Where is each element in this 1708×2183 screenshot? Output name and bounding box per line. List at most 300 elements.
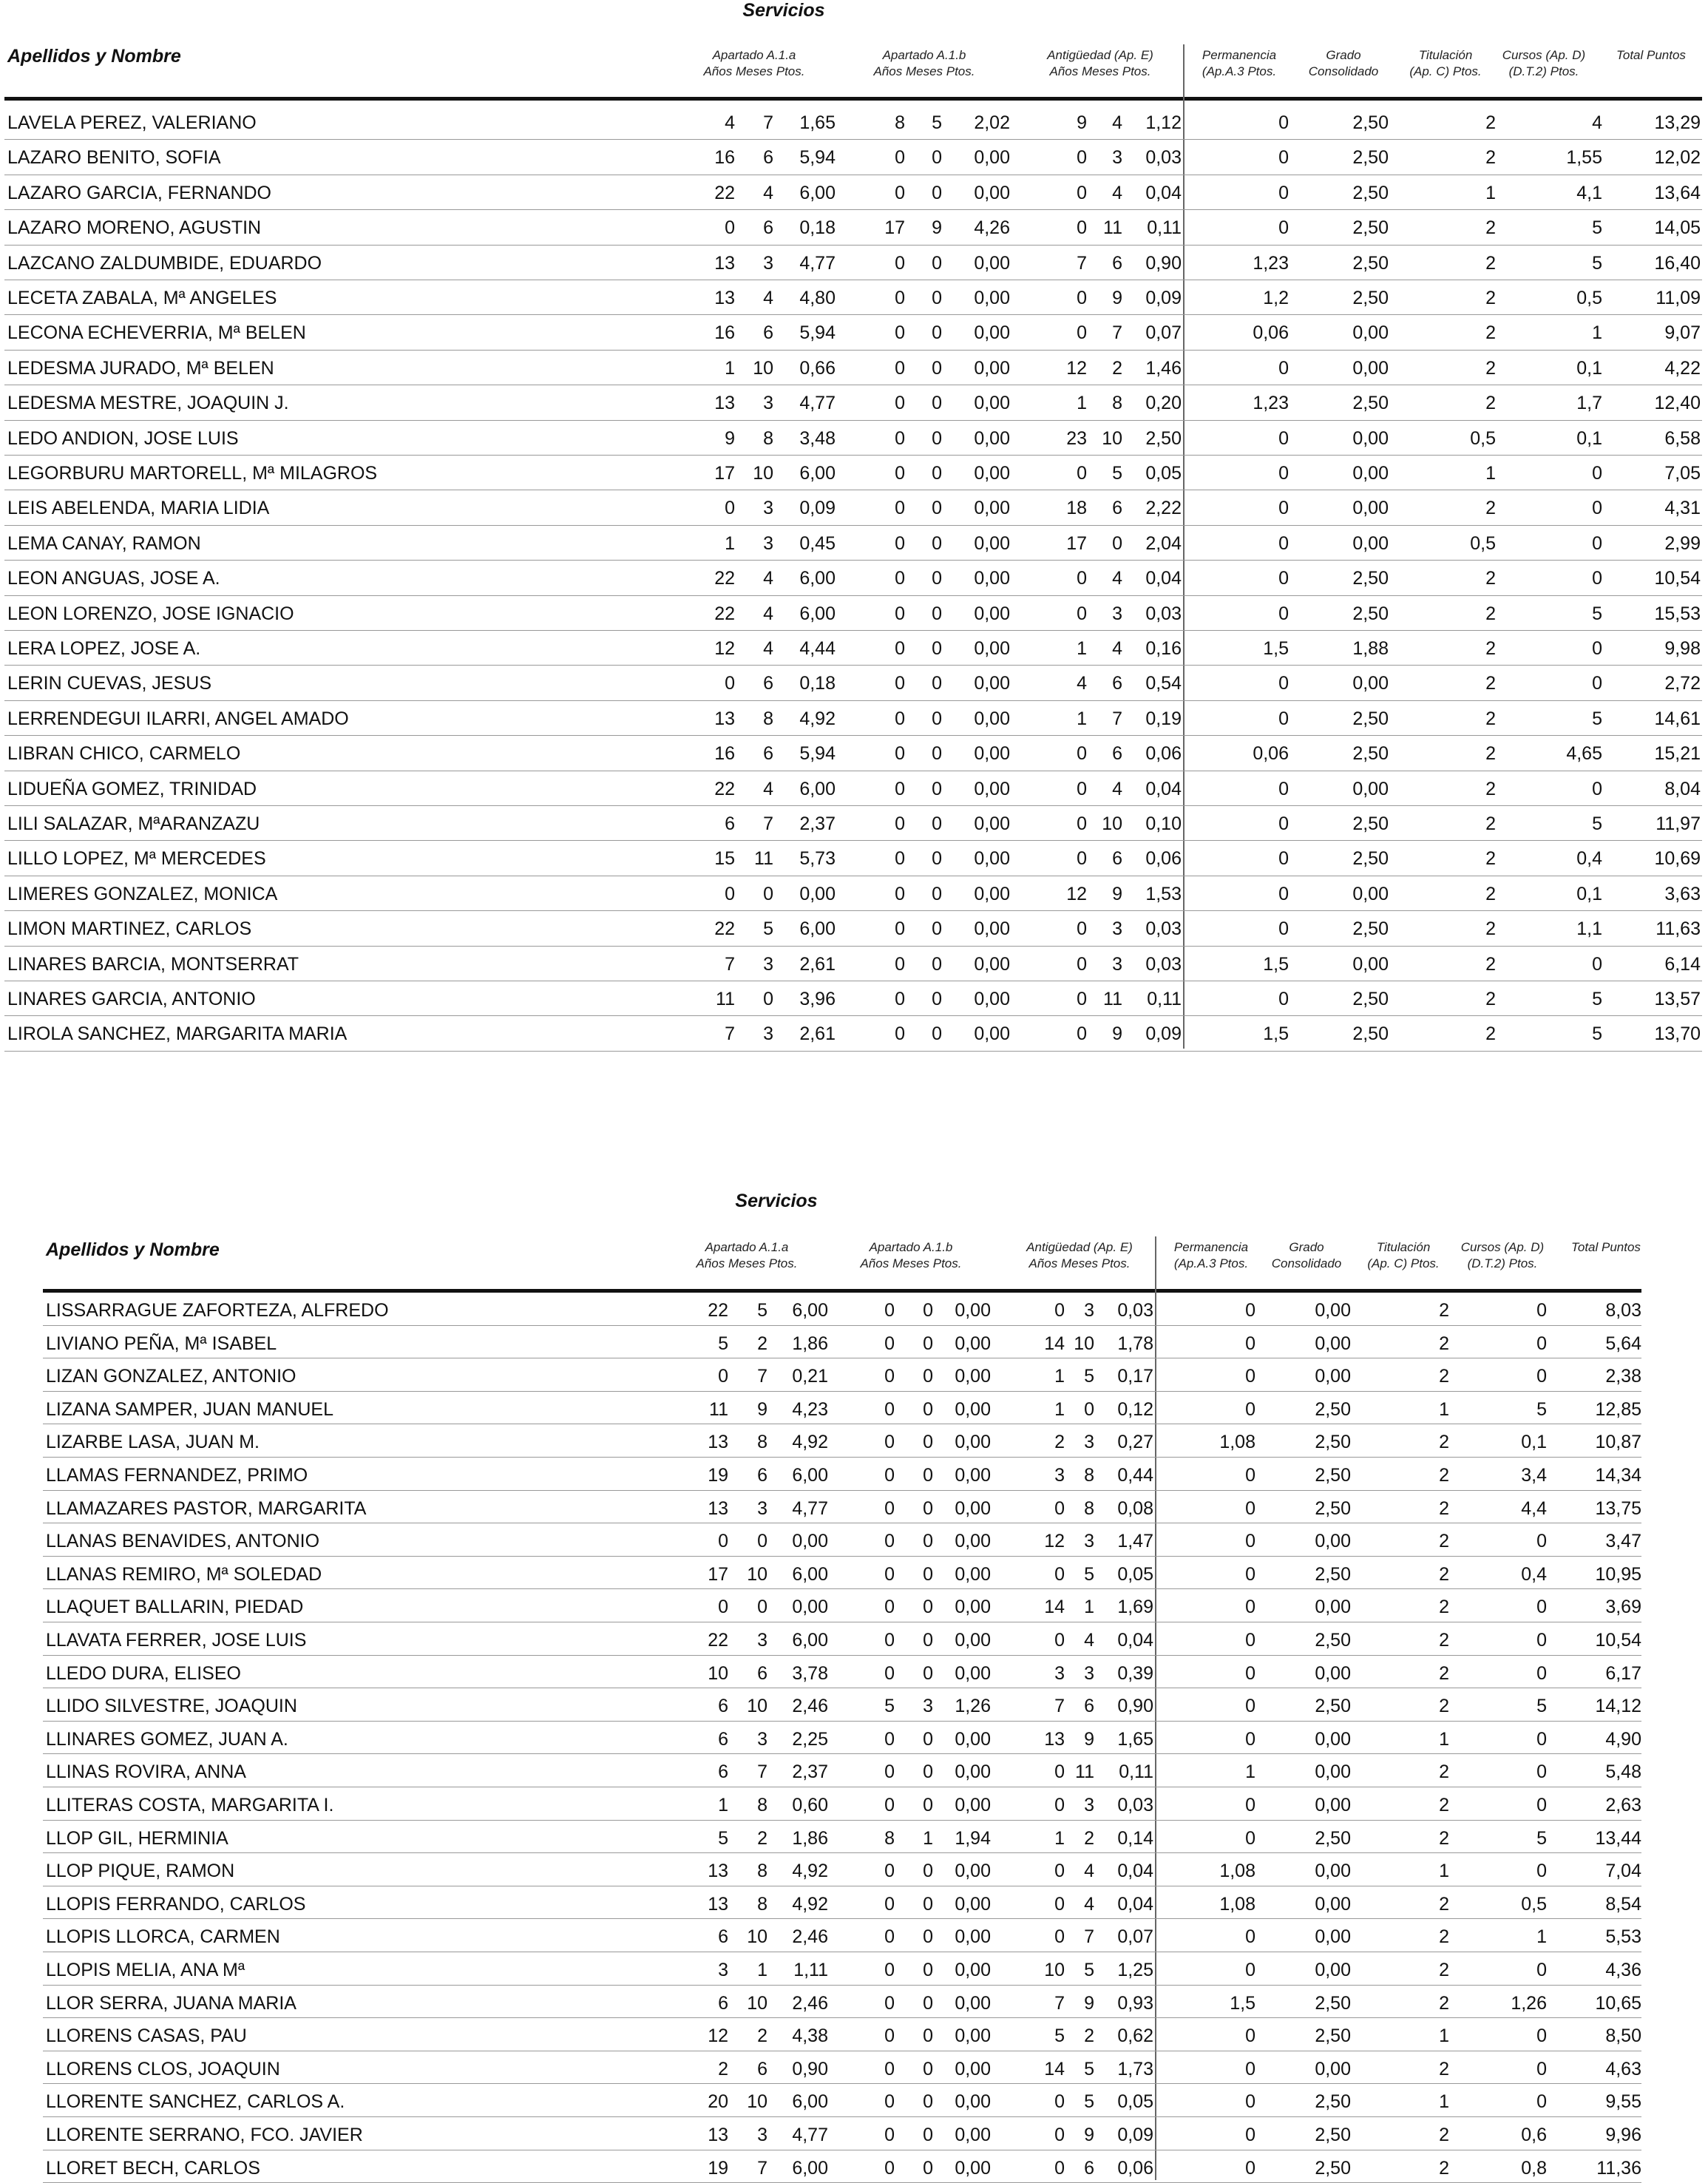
cell-cursos: 5 [1536, 1398, 1547, 1420]
cell-a1a-anos: 0 [725, 883, 735, 904]
cell-a1b-ptos: 0,00 [955, 2157, 991, 2179]
cell-antig-ptos: 1,46 [1145, 357, 1182, 379]
cell-total: 12,40 [1654, 393, 1701, 414]
cell-total: 5,53 [1605, 1926, 1641, 1948]
cell-permanencia: 1 [1245, 1761, 1255, 1783]
cell-a1a-meses: 3 [757, 2125, 767, 2145]
cell-total: 10,95 [1595, 1563, 1641, 1585]
cell-antig-anos: 0 [1077, 463, 1087, 484]
cell-a1a-ptos: 4,92 [792, 1893, 828, 1915]
cell-a1a-anos: 6 [718, 1761, 728, 1783]
cell-a1b-meses: 0 [923, 1398, 933, 1420]
cell-grado: 2,50 [1315, 1398, 1351, 1420]
cell-antig-ptos: 0,27 [1117, 1432, 1153, 1453]
cell-antig-anos: 1 [1054, 1366, 1065, 1387]
cell-cursos: 0 [1592, 498, 1602, 519]
cell-antig-ptos: 0,05 [1117, 1563, 1153, 1585]
column-header-line2: Consolidado [1308, 64, 1379, 78]
cell-total: 8,04 [1664, 778, 1701, 799]
cell-permanencia: 0 [1278, 427, 1289, 449]
cell-a1b-ptos: 0,00 [955, 1893, 991, 1915]
cell-a1b-ptos: 0,00 [955, 2025, 991, 2047]
cell-titulacion: 2 [1485, 322, 1496, 344]
employee-name: LLOR SERRA, JUANA MARIA [46, 1992, 296, 2014]
cell-a1a-meses: 3 [757, 1728, 767, 1750]
cell-titulacion: 2 [1485, 953, 1496, 975]
cell-titulacion: 2 [1485, 112, 1496, 133]
cell-a1a-anos: 1 [725, 357, 735, 379]
table-row [43, 2150, 1641, 2183]
cell-antig-meses: 6 [1112, 673, 1122, 694]
cell-grado: 2,50 [1315, 1497, 1351, 1519]
cell-cursos: 0 [1536, 1630, 1547, 1651]
employee-name: LLANAS REMIRO, Mª SOLEDAD [46, 1563, 322, 1585]
cell-a1a-meses: 4 [763, 182, 773, 203]
cell-antig-meses: 4 [1112, 638, 1122, 659]
table-row [43, 1458, 1641, 1491]
cell-permanencia: 0 [1245, 1563, 1255, 1585]
cell-a1a-meses: 6 [763, 673, 773, 694]
cell-a1a-anos: 2 [718, 2058, 728, 2079]
cell-a1a-ptos: 0,00 [799, 883, 836, 904]
cell-antig-anos: 1 [1077, 638, 1087, 659]
cell-titulacion: 2 [1439, 2058, 1449, 2079]
cell-titulacion: 2 [1485, 708, 1496, 729]
cell-total: 9,98 [1664, 638, 1701, 659]
cell-a1b-anos: 0 [895, 673, 905, 694]
cell-antig-ptos: 1,47 [1117, 1531, 1153, 1552]
cell-antig-ptos: 0,05 [1145, 463, 1182, 484]
cell-a1a-meses: 10 [753, 463, 773, 484]
cell-a1a-anos: 10 [708, 1662, 728, 1684]
cell-a1a-anos: 16 [714, 147, 735, 169]
cell-permanencia: 0 [1245, 1662, 1255, 1684]
name-column-header: Apellidos y Nombre [46, 1239, 220, 1260]
cell-cursos: 0 [1592, 568, 1602, 589]
cell-titulacion: 2 [1439, 1960, 1449, 1980]
employee-name: LLAQUET BALLARIN, PIEDAD [46, 1597, 304, 1618]
cell-a1b-anos: 0 [884, 2091, 895, 2113]
cell-total: 5,48 [1605, 1761, 1641, 1783]
cell-total: 4,63 [1605, 2058, 1641, 2079]
cell-cursos: 0 [1536, 1795, 1547, 1815]
employee-name: LEDO ANDION, JOSE LUIS [7, 427, 239, 449]
cell-grado: 0,00 [1315, 1662, 1351, 1684]
cell-permanencia: 0 [1245, 1497, 1255, 1519]
cell-titulacion: 2 [1439, 1300, 1449, 1321]
table-row [4, 981, 1702, 1016]
cell-total: 15,21 [1654, 743, 1701, 765]
cell-total: 9,96 [1605, 2125, 1641, 2145]
table-row [4, 140, 1702, 175]
cell-titulacion: 2 [1485, 848, 1496, 870]
employee-name: LECETA ZABALA, Mª ANGELES [7, 288, 277, 308]
cell-grado: 2,50 [1352, 603, 1389, 624]
cell-antig-meses: 9 [1112, 883, 1122, 904]
cell-antig-anos: 4 [1077, 673, 1087, 694]
cell-titulacion: 2 [1439, 1531, 1449, 1552]
cell-antig-ptos: 0,09 [1117, 2125, 1153, 2145]
cell-a1b-anos: 0 [895, 953, 905, 975]
cell-a1b-anos: 0 [884, 1926, 895, 1948]
column-header [1020, 1239, 1139, 1272]
cell-total: 14,12 [1595, 1696, 1641, 1717]
column-header-line2: Años Meses Ptos. [860, 1256, 962, 1270]
employee-name: LEGORBURU MARTORELL, Mª MILAGROS [7, 463, 378, 484]
cell-antig-meses: 8 [1084, 1497, 1094, 1519]
cell-permanencia: 0 [1245, 2058, 1255, 2079]
cell-antig-meses: 5 [1112, 463, 1122, 484]
column-header-line1: Grado [1326, 48, 1361, 62]
cell-a1b-ptos: 0,00 [955, 1563, 991, 1585]
cell-a1a-ptos: 6,00 [792, 1465, 828, 1486]
cell-a1b-ptos: 1,26 [955, 1696, 991, 1717]
cell-grado: 2,50 [1352, 743, 1389, 765]
cell-a1a-ptos: 4,38 [792, 2025, 828, 2047]
employee-name: LIDUEÑA GOMEZ, TRINIDAD [7, 778, 257, 799]
column-header-line2: (Ap.A.3 Ptos. [1202, 64, 1277, 78]
cell-cursos: 0 [1536, 1662, 1547, 1684]
cell-a1a-ptos: 1,11 [793, 1960, 828, 1980]
cell-cursos: 5 [1592, 603, 1602, 624]
cell-total: 13,64 [1654, 182, 1701, 203]
cell-antig-meses: 3 [1084, 1531, 1094, 1552]
column-header-line1: Apartado A.1.a [712, 48, 796, 62]
cell-a1a-ptos: 4,77 [792, 1497, 828, 1519]
table-row [43, 2018, 1641, 2051]
cell-a1b-anos: 0 [895, 463, 905, 484]
cell-cursos: 0 [1592, 778, 1602, 799]
cell-a1b-ptos: 0,00 [974, 708, 1010, 729]
cell-a1a-anos: 13 [708, 1497, 728, 1519]
cell-a1a-ptos: 6,00 [799, 603, 836, 624]
cell-permanencia: 0 [1278, 989, 1289, 1009]
cell-a1a-meses: 7 [763, 813, 773, 834]
cell-grado: 2,50 [1352, 112, 1389, 133]
cell-titulacion: 2 [1439, 1465, 1449, 1486]
cell-antig-ptos: 0,19 [1145, 708, 1182, 729]
cell-antig-ptos: 0,04 [1145, 778, 1182, 799]
cell-a1b-anos: 0 [895, 568, 905, 589]
cell-grado: 2,50 [1315, 2157, 1351, 2179]
cell-a1b-meses: 1 [923, 1827, 933, 1849]
cell-antig-meses: 2 [1084, 1827, 1094, 1849]
cell-a1b-ptos: 0,00 [974, 322, 1010, 344]
cell-grado: 0,00 [1315, 1333, 1351, 1354]
cell-antig-ptos: 0,03 [1145, 918, 1182, 940]
cell-antig-anos: 0 [1077, 322, 1087, 344]
table-row [4, 596, 1702, 631]
cell-titulacion: 2 [1439, 1761, 1449, 1783]
cell-a1b-anos: 0 [895, 638, 905, 659]
cell-cursos: 1,55 [1566, 147, 1602, 169]
cell-a1a-ptos: 6,00 [799, 778, 836, 799]
cell-antig-anos: 10 [1044, 1960, 1065, 1980]
cell-a1a-anos: 5 [718, 1333, 728, 1354]
cell-antig-anos: 0 [1054, 2157, 1065, 2179]
cell-a1b-meses: 0 [932, 603, 942, 624]
cell-a1b-meses: 3 [923, 1696, 933, 1717]
cell-antig-anos: 12 [1066, 883, 1087, 904]
cell-antig-anos: 23 [1066, 427, 1087, 449]
cell-antig-ptos: 0,03 [1145, 603, 1182, 624]
cell-total: 4,36 [1605, 1960, 1641, 1980]
cell-a1a-meses: 3 [763, 498, 773, 519]
cell-a1a-meses: 6 [763, 147, 773, 169]
cell-a1b-ptos: 0,00 [974, 357, 1010, 379]
cell-a1b-anos: 8 [884, 1827, 895, 1849]
cell-grado: 0,00 [1315, 1861, 1351, 1882]
cell-a1b-anos: 0 [884, 1563, 895, 1585]
cell-a1a-anos: 7 [725, 1023, 735, 1045]
cell-titulacion: 2 [1439, 1333, 1449, 1354]
cell-a1a-meses: 10 [747, 2091, 767, 2113]
table-row [43, 1523, 1641, 1557]
column-header [1284, 47, 1403, 80]
cell-permanencia: 0 [1278, 357, 1289, 379]
employee-name: LEIS ABELENDA, MARIA LIDIA [7, 498, 270, 519]
cell-a1b-anos: 0 [884, 2157, 895, 2179]
cell-a1b-meses: 0 [932, 638, 942, 659]
cell-antig-anos: 14 [1044, 1333, 1065, 1354]
column-header-line1: Antigüedad (Ap. E) [1026, 1240, 1133, 1254]
cell-antig-anos: 0 [1054, 1795, 1065, 1815]
cell-cursos: 0 [1536, 1861, 1547, 1882]
cell-permanencia: 0 [1278, 848, 1289, 870]
cell-a1a-anos: 22 [714, 778, 735, 799]
column-header [1547, 1239, 1665, 1256]
cell-total: 11,36 [1596, 2157, 1641, 2179]
cell-antig-ptos: 1,25 [1117, 1960, 1153, 1980]
employee-name: LAVELA PEREZ, VALERIANO [7, 112, 257, 133]
cell-cursos: 1,26 [1511, 1992, 1547, 2014]
cell-a1a-meses: 4 [763, 568, 773, 589]
cell-cursos: 0 [1536, 1761, 1547, 1783]
employee-name: LILI SALAZAR, MªARANZAZU [7, 813, 260, 834]
cell-antig-anos: 13 [1044, 1728, 1065, 1750]
cell-a1a-ptos: 1,86 [792, 1333, 828, 1354]
cell-grado: 2,50 [1352, 918, 1389, 940]
row-divider [4, 1051, 1702, 1052]
column-header [1592, 47, 1708, 64]
cell-a1b-meses: 0 [932, 918, 942, 940]
cell-total: 10,54 [1654, 568, 1701, 589]
cell-titulacion: 2 [1485, 357, 1496, 379]
cell-grado: 0,00 [1315, 1893, 1351, 1915]
cell-cursos: 0,1 [1576, 357, 1602, 379]
cell-permanencia: 0 [1245, 1926, 1255, 1948]
cell-a1a-anos: 1 [725, 532, 735, 554]
cell-grado: 0,00 [1352, 778, 1389, 799]
cell-a1b-anos: 0 [895, 883, 905, 904]
cell-a1b-ptos: 0,00 [955, 1497, 991, 1519]
employee-name: LILLO LOPEZ, Mª MERCEDES [7, 848, 266, 870]
cell-a1b-ptos: 0,00 [974, 989, 1010, 1009]
cell-permanencia: 0 [1278, 918, 1289, 940]
cell-a1a-meses: 2 [757, 1827, 767, 1849]
cell-total: 2,63 [1605, 1795, 1641, 1815]
cell-antig-anos: 0 [1077, 743, 1087, 765]
cell-a1b-meses: 0 [932, 393, 942, 414]
cell-a1b-anos: 0 [884, 1761, 895, 1783]
cell-a1b-ptos: 0,00 [974, 673, 1010, 694]
cell-antig-anos: 0 [1054, 1893, 1065, 1915]
employee-name: LEDESMA MESTRE, JOAQUIN J. [7, 393, 289, 414]
cell-a1b-ptos: 0,00 [955, 2058, 991, 2079]
cell-a1a-meses: 5 [763, 918, 773, 940]
cell-permanencia: 1,23 [1253, 252, 1289, 274]
cell-permanencia: 0 [1278, 532, 1289, 554]
cell-a1a-meses: 3 [763, 1023, 773, 1045]
cell-grado: 2,50 [1352, 813, 1389, 834]
cell-a1b-meses: 0 [932, 427, 942, 449]
cell-a1a-ptos: 2,61 [799, 953, 836, 975]
cell-cursos: 1 [1536, 1926, 1547, 1948]
cell-grado: 2,50 [1352, 989, 1389, 1009]
cell-antig-meses: 4 [1112, 112, 1122, 133]
cell-grado: 2,50 [1315, 1696, 1351, 1717]
cell-antig-anos: 2 [1054, 1432, 1065, 1453]
cell-a1a-ptos: 3,78 [792, 1662, 828, 1684]
cell-a1b-meses: 0 [923, 2157, 933, 2179]
cell-a1b-ptos: 0,00 [974, 568, 1010, 589]
cell-a1b-meses: 0 [932, 708, 942, 729]
cell-a1b-anos: 0 [884, 1662, 895, 1684]
cell-a1b-anos: 17 [884, 217, 905, 239]
table-row [4, 315, 1702, 350]
cell-a1b-anos: 0 [884, 1465, 895, 1486]
cell-antig-meses: 7 [1112, 322, 1122, 344]
cell-a1b-meses: 0 [923, 1333, 933, 1354]
table-row [43, 1392, 1641, 1425]
cell-antig-anos: 3 [1054, 1662, 1065, 1684]
cell-antig-anos: 0 [1077, 182, 1087, 203]
table-row [4, 280, 1702, 315]
cell-grado: 2,50 [1352, 1023, 1389, 1045]
cell-total: 14,61 [1654, 708, 1701, 729]
cell-a1a-ptos: 3,96 [799, 989, 836, 1009]
cell-antig-ptos: 0,11 [1119, 1761, 1153, 1783]
cell-a1a-ptos: 4,80 [799, 288, 836, 308]
cell-permanencia: 0,06 [1253, 743, 1289, 765]
cell-cursos: 0 [1592, 673, 1602, 694]
cell-a1a-anos: 9 [725, 427, 735, 449]
cell-titulacion: 2 [1439, 1366, 1449, 1387]
cell-a1b-meses: 0 [923, 1432, 933, 1453]
cell-antig-anos: 1 [1054, 1827, 1065, 1849]
cell-grado: 1,88 [1352, 638, 1389, 659]
cell-titulacion: 2 [1439, 1630, 1449, 1651]
cell-grado: 2,50 [1315, 2091, 1351, 2113]
cell-a1a-anos: 0 [718, 1531, 728, 1552]
cell-antig-meses: 10 [1074, 1333, 1094, 1354]
cell-a1a-meses: 8 [757, 1893, 767, 1915]
cell-titulacion: 2 [1439, 1563, 1449, 1585]
cell-a1a-meses: 8 [757, 1795, 767, 1815]
cell-a1b-anos: 0 [895, 532, 905, 554]
cell-a1a-anos: 0 [725, 673, 735, 694]
cell-cursos: 0,5 [1521, 1893, 1547, 1915]
cell-a1b-ptos: 4,26 [974, 217, 1010, 239]
cell-cursos: 0 [1592, 463, 1602, 484]
cell-antig-meses: 1 [1084, 1597, 1094, 1618]
cell-antig-anos: 0 [1077, 603, 1087, 624]
cell-a1b-ptos: 0,00 [974, 603, 1010, 624]
cell-antig-ptos: 0,11 [1147, 989, 1182, 1009]
cell-a1a-ptos: 0,60 [792, 1795, 828, 1815]
employee-name: LIZARBE LASA, JUAN M. [46, 1432, 260, 1453]
cell-a1b-ptos: 0,00 [955, 1597, 991, 1618]
table-row [4, 456, 1702, 490]
employee-name: LEDESMA JURADO, Mª BELEN [7, 357, 274, 379]
cell-antig-anos: 0 [1077, 568, 1087, 589]
cell-cursos: 0,1 [1521, 1432, 1547, 1453]
cell-a1b-meses: 0 [923, 1465, 933, 1486]
cell-grado: 2,50 [1315, 2025, 1351, 2047]
cell-a1b-ptos: 0,00 [955, 1761, 991, 1783]
cell-antig-meses: 6 [1084, 2157, 1094, 2179]
employee-name: LEMA CANAY, RAMON [7, 532, 201, 554]
cell-a1a-ptos: 4,92 [792, 1861, 828, 1882]
cell-permanencia: 0 [1245, 2025, 1255, 2047]
table-row [43, 1986, 1641, 2019]
cell-permanencia: 0 [1245, 1795, 1255, 1815]
cell-titulacion: 2 [1485, 147, 1496, 169]
cell-titulacion: 1 [1439, 1398, 1449, 1420]
cell-antig-ptos: 0,04 [1117, 1893, 1153, 1915]
employee-name: LLINAS ROVIRA, ANNA [46, 1761, 246, 1783]
cell-cursos: 5 [1592, 252, 1602, 274]
cell-a1b-anos: 0 [895, 288, 905, 308]
table-row [43, 1424, 1641, 1458]
cell-a1a-anos: 17 [714, 463, 735, 484]
cell-permanencia: 0 [1278, 778, 1289, 799]
cell-a1b-meses: 0 [923, 1662, 933, 1684]
cell-a1b-meses: 0 [932, 463, 942, 484]
cell-titulacion: 2 [1439, 2125, 1449, 2145]
cell-total: 12,02 [1654, 147, 1701, 169]
cell-titulacion: 2 [1439, 1827, 1449, 1849]
cell-total: 11,09 [1656, 288, 1701, 308]
cell-a1a-ptos: 6,00 [792, 1630, 828, 1651]
cell-a1a-anos: 11 [709, 1398, 728, 1420]
cell-a1b-anos: 0 [884, 1728, 895, 1750]
cell-a1a-meses: 3 [763, 953, 773, 975]
cell-antig-anos: 0 [1077, 848, 1087, 870]
cell-cursos: 4,1 [1576, 182, 1602, 203]
cell-a1a-ptos: 5,94 [799, 147, 836, 169]
cell-permanencia: 1,08 [1219, 1893, 1255, 1915]
cell-a1a-meses: 5 [757, 1300, 767, 1321]
cell-a1b-anos: 0 [895, 147, 905, 169]
cell-a1b-meses: 0 [923, 1531, 933, 1552]
cell-a1b-anos: 0 [884, 1333, 895, 1354]
cell-antig-ptos: 0,12 [1117, 1398, 1153, 1420]
employee-name: LLORET BECH, CARLOS [46, 2157, 260, 2179]
cell-total: 13,75 [1595, 1497, 1641, 1519]
cell-antig-meses: 3 [1112, 603, 1122, 624]
cell-a1b-meses: 0 [932, 532, 942, 554]
cell-titulacion: 2 [1485, 217, 1496, 239]
cell-permanencia: 0 [1245, 2125, 1255, 2145]
cell-antig-meses: 9 [1084, 2125, 1094, 2145]
cell-a1a-anos: 17 [708, 1563, 728, 1585]
cell-a1a-anos: 13 [714, 708, 735, 729]
cell-antig-anos: 0 [1077, 1023, 1087, 1045]
cell-a1a-anos: 0 [718, 1366, 728, 1387]
cell-permanencia: 0 [1278, 568, 1289, 589]
table-row [4, 666, 1702, 700]
